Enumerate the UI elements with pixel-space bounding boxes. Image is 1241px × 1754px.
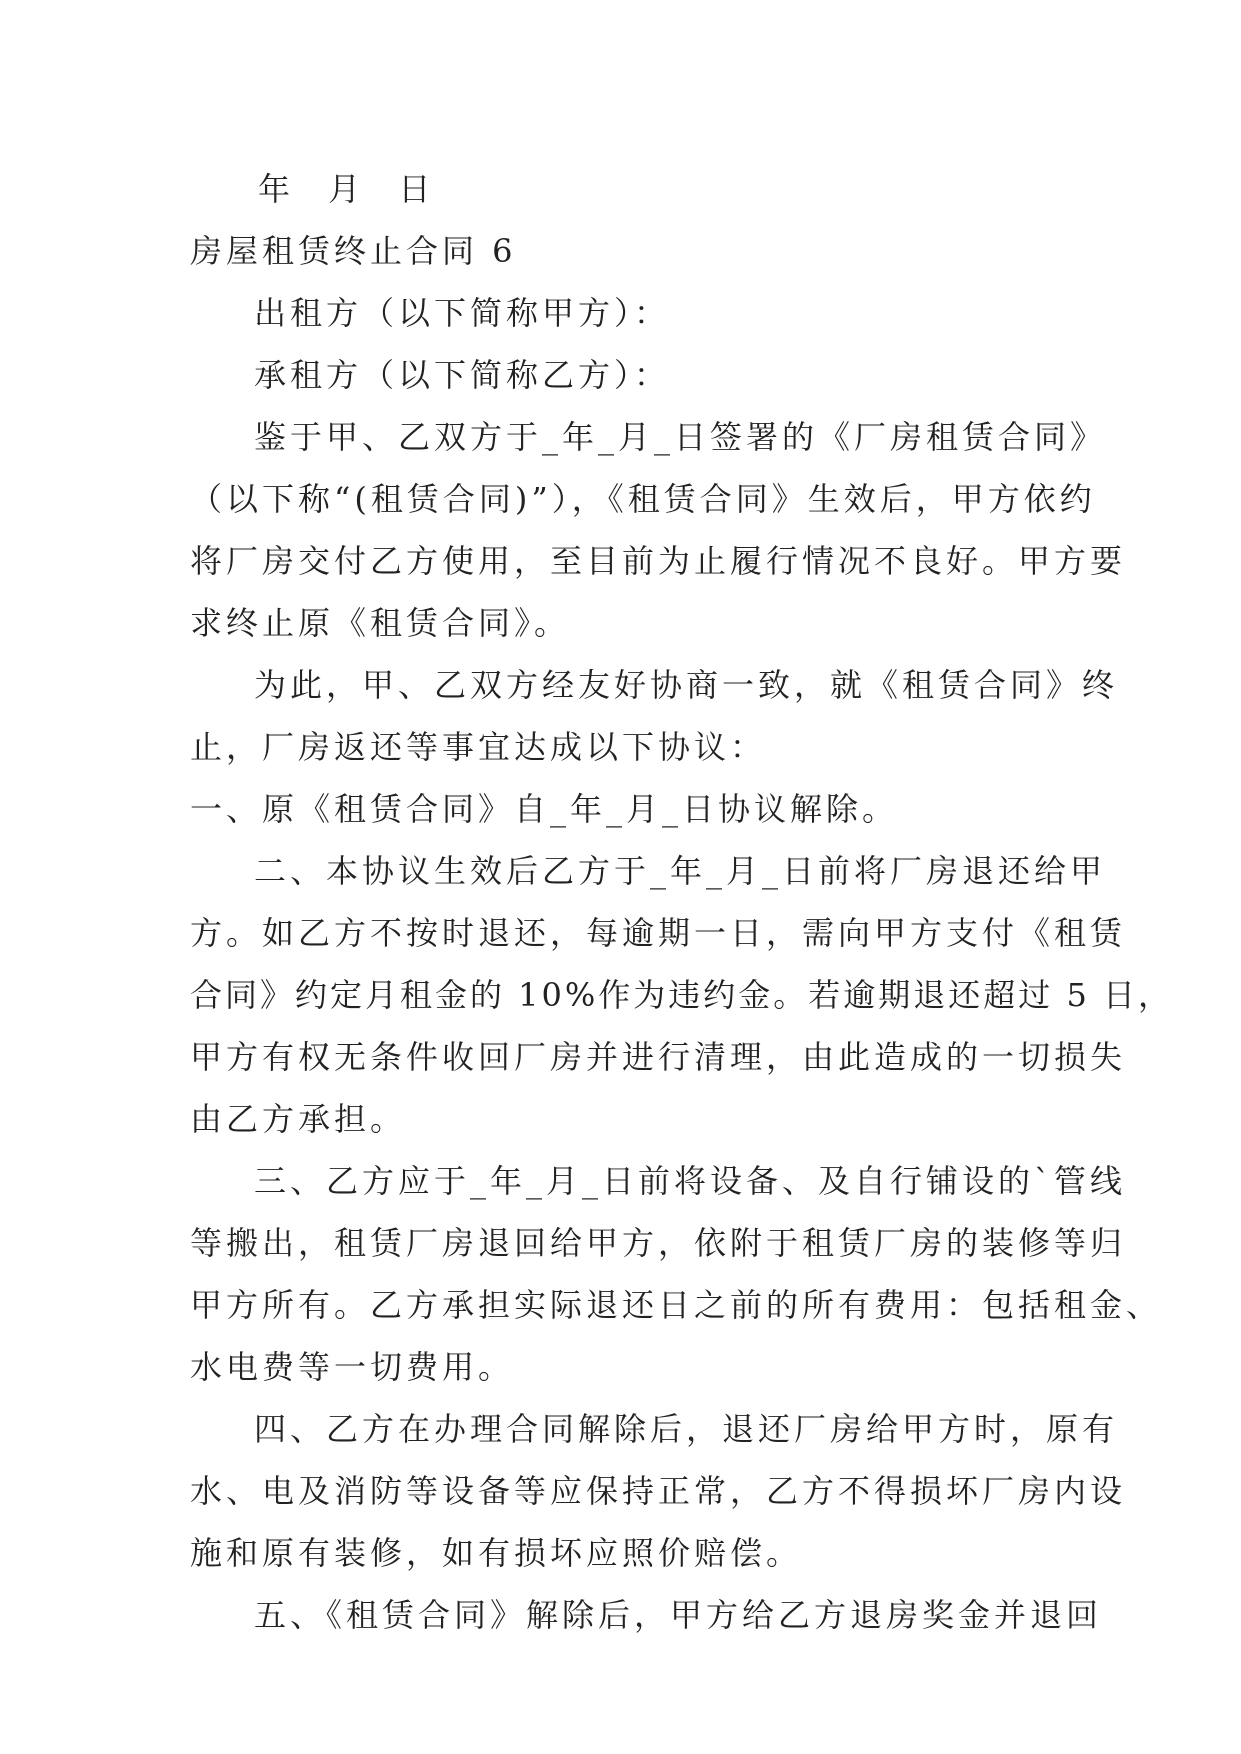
clause-4-line-3: 施和原有装修，如有损坏应照价赔偿。 — [190, 1534, 803, 1572]
clause-3-line-4: 水电费等一切费用。 — [190, 1348, 515, 1386]
document-title: 房屋租赁终止合同 6 — [190, 232, 517, 270]
clause-4-line-2: 水、电及消防等设备等应保持正常，乙方不得损坏厂房内设 — [190, 1472, 1127, 1510]
clause-3-line-1: 三、乙方应于_年_月_日前将设备、及自行铺设的`管线 — [254, 1162, 1127, 1200]
clause-4-line-1: 四、乙方在办理合同解除后，退还厂房给甲方时，原有 — [254, 1410, 1119, 1448]
lessee-line: 承租方（以下简称乙方）： — [254, 356, 671, 394]
clause-2-line-3: 合同》约定月租金的 10%作为违约金。若逾期退还超过 5 日， — [190, 976, 1174, 1014]
clause-1-line-1: 一、原《租赁合同》自_年_月_日协议解除。 — [190, 790, 899, 828]
clause-2-line-2: 方。如乙方不按时退还，每逾期一日，需向甲方支付《租赁 — [190, 914, 1127, 952]
preamble-line-1: 鉴于甲、乙双方于_年_月_日签署的《厂房租赁合同》 — [254, 418, 1107, 456]
clause-2-line-4: 甲方有权无条件收回厂房并进行清理，由此造成的一切损失 — [190, 1038, 1127, 1076]
preamble-line-2: （以下称“(租赁合同)”），《租赁合同》生效后，甲方依约 — [190, 480, 1096, 518]
clause-3-line-3: 甲方所有。乙方承担实际退还日之前的所有费用：包括租金、 — [190, 1286, 1163, 1324]
clause-2-line-5: 由乙方承担。 — [190, 1100, 407, 1138]
clause-2-line-1: 二、本协议生效后乙方于_年_月_日前将厂房退还给甲 — [254, 852, 1107, 890]
agreement-intro-line-1: 为此，甲、乙双方经友好协商一致，就《租赁合同》终 — [254, 666, 1119, 704]
preamble-line-4: 求终止原《租赁合同》。 — [190, 604, 571, 642]
date-line: 年 月 日 — [258, 170, 445, 208]
agreement-intro-line-2: 止，厂房返还等事宜达成以下协议： — [190, 728, 767, 766]
clause-3-line-2: 等搬出，租赁厂房退回给甲方，依附于租赁厂房的装修等归 — [190, 1224, 1127, 1262]
lessor-line: 出租方（以下简称甲方）： — [254, 294, 671, 332]
clause-5-line-1: 五、《租赁合同》解除后，甲方给乙方退房奖金并退回 — [254, 1596, 1103, 1634]
preamble-line-3: 将厂房交付乙方使用，至目前为止履行情况不良好。甲方要 — [190, 542, 1127, 580]
